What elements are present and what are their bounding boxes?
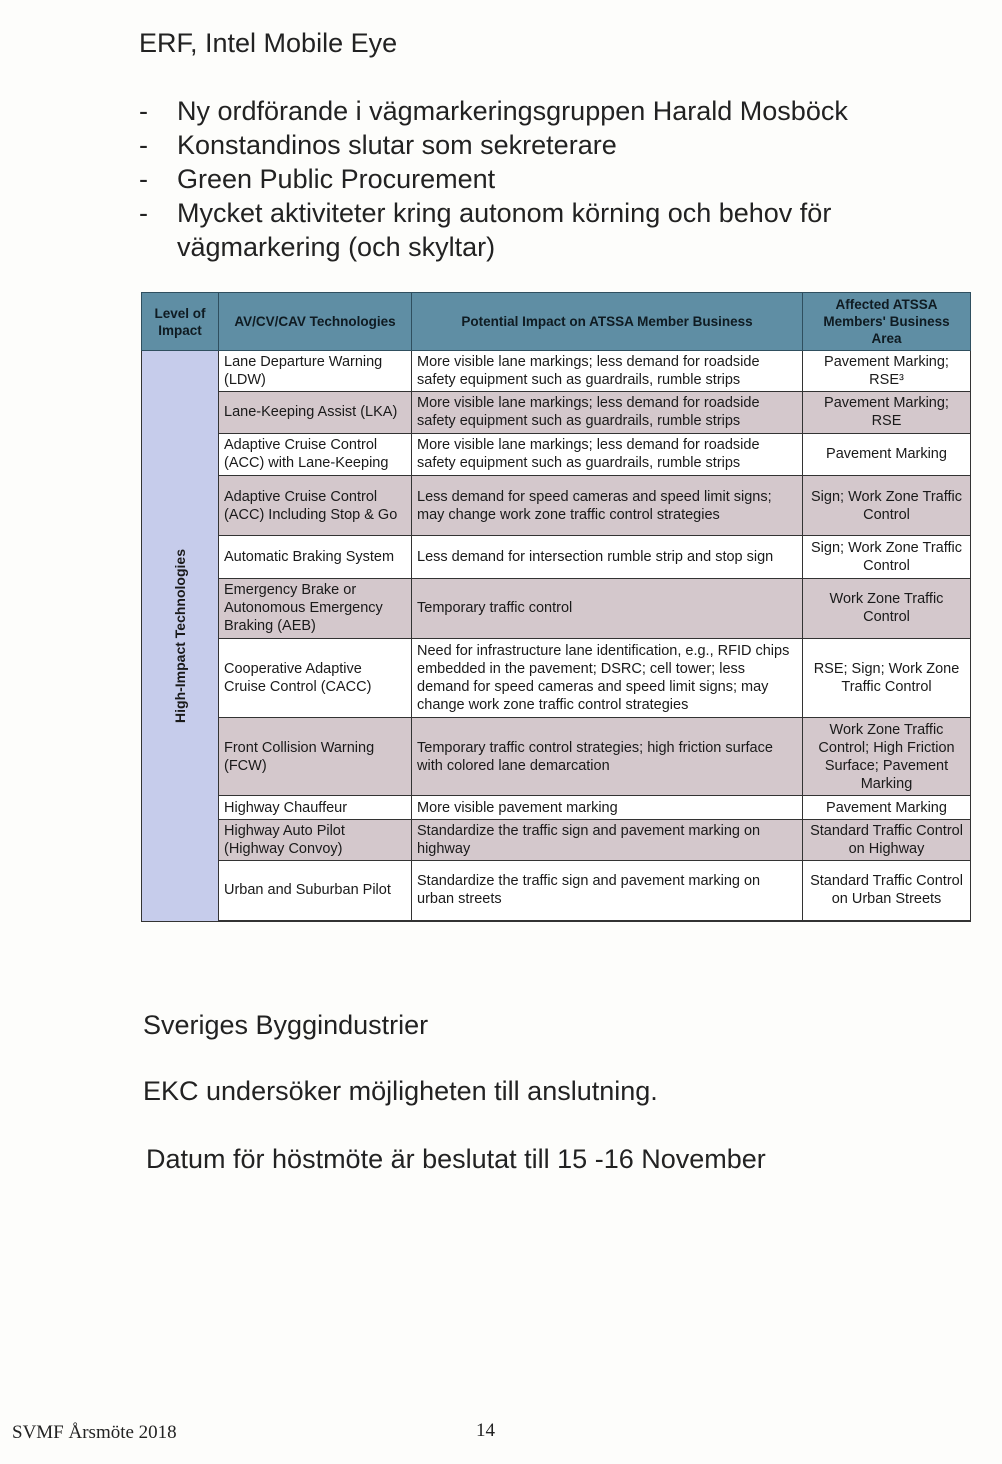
page-number: 14 <box>476 1420 495 1441</box>
impact-cell: More visible lane markings; less demand for roadside safety equipment such as guardrails, rumble strips <box>412 351 803 392</box>
table-row <box>142 392 971 433</box>
table-row <box>142 860 971 921</box>
area-cell: Work Zone Traffic Control <box>803 578 971 638</box>
impact-cell: Standardize the traffic sign and pavement marking on urban streets <box>412 860 803 921</box>
impact-cell: More visible lane markings; less demand for roadside safety equipment such as guardrails, rumble strips <box>412 392 803 433</box>
bullet-item <box>139 162 939 196</box>
tech-cell: Cooperative Adaptive Cruise Control (CACC) <box>219 639 412 718</box>
paragraph-byggindustrier: Sveriges Byggindustrier <box>143 1010 429 1040</box>
table-row <box>142 536 971 578</box>
header-level-of-impact: Level of Impact <box>142 293 219 351</box>
table-header-row <box>142 293 971 351</box>
impact-cell: Standardize the traffic sign and pavement marking on highway <box>412 819 803 860</box>
header-potential-impact: Potential Impact on ATSSA Member Business <box>412 293 803 351</box>
tech-cell: Adaptive Cruise Control (ACC) Including Stop & Go <box>219 475 412 535</box>
table-row <box>142 639 971 718</box>
table-row <box>142 475 971 535</box>
impact-cell: More visible pavement marking <box>412 796 803 819</box>
impact-cell: Less demand for intersection rumble strip and stop sign <box>412 536 803 578</box>
table-row <box>142 819 971 860</box>
area-cell: Standard Traffic Control on Highway <box>803 819 971 860</box>
bullet-item <box>139 128 939 162</box>
tech-cell: Urban and Suburban Pilot <box>219 860 412 921</box>
area-cell: Standard Traffic Control on Urban Streets <box>803 860 971 921</box>
tech-cell: Adaptive Cruise Control (ACC) with Lane-Keeping <box>219 433 412 475</box>
impact-cell: Temporary traffic control strategies; high friction surface with colored lane demarcation <box>412 717 803 796</box>
impact-cell: Need for infrastructure lane identification, e.g., RFID chips embedded in the pavement; DSRC; cell tower; less demand for speed cameras and speed limit signs; may change work zone traffic control strategies <box>412 639 803 718</box>
tech-cell: Highway Auto Pilot (Highway Convoy) <box>219 819 412 860</box>
bullet-text: Green Public Procurement <box>177 164 496 194</box>
header-technologies: AV/CV/CAV Technologies <box>219 293 412 351</box>
bullet-item <box>139 196 939 264</box>
area-cell: Work Zone Traffic Control; High Friction Surface; Pavement Marking <box>803 717 971 796</box>
table-row <box>142 578 971 638</box>
bullet-dash: - <box>139 164 148 194</box>
area-cell: RSE; Sign; Work Zone Traffic Control <box>803 639 971 718</box>
tech-cell: Highway Chauffeur <box>219 796 412 819</box>
header-affected-area: Affected ATSSA Members' Business Area <box>803 293 971 351</box>
impact-cell: More visible lane markings; less demand for roadside safety equipment such as guardrails, rumble strips <box>412 433 803 475</box>
bullet-dash: - <box>139 96 148 126</box>
tech-cell: Emergency Brake or Autonomous Emergency Braking (AEB) <box>219 578 412 638</box>
bullet-dash: - <box>139 198 148 228</box>
area-cell: Pavement Marking; RSE <box>803 392 971 433</box>
bullet-text: Konstandinos slutar som sekreterare <box>177 130 617 160</box>
table-row <box>142 717 971 796</box>
level-cell <box>142 351 219 922</box>
table-row <box>142 796 971 819</box>
bullet-text: Ny ordförande i vägmarkeringsgruppen Harald Mosböck <box>177 96 848 126</box>
bullet-list <box>139 94 939 264</box>
page-heading: ERF, Intel Mobile Eye <box>139 28 398 58</box>
area-cell: Sign; Work Zone Traffic Control <box>803 536 971 578</box>
bullet-item <box>139 94 939 128</box>
area-cell: Sign; Work Zone Traffic Control <box>803 475 971 535</box>
level-label: High-Impact Technologies <box>172 548 188 723</box>
area-cell: Pavement Marking <box>803 433 971 475</box>
bullet-text: Mycket aktiviteter kring autonom körning och behov för vägmarkering (och skyltar) <box>177 198 832 262</box>
impact-table <box>141 292 971 922</box>
table-row <box>142 433 971 475</box>
tech-cell: Automatic Braking System <box>219 536 412 578</box>
area-cell: Pavement Marking; RSE³ <box>803 351 971 392</box>
tech-cell: Lane Departure Warning (LDW) <box>219 351 412 392</box>
table-row <box>142 351 971 392</box>
footer-title: SVMF Årsmöte 2018 <box>12 1422 177 1443</box>
area-cell: Pavement Marking <box>803 796 971 819</box>
paragraph-datum: Datum för höstmöte är beslutat till 15 -16 November <box>146 1144 766 1174</box>
bullet-dash: - <box>139 130 148 160</box>
paragraph-ekc: EKC undersöker möjligheten till anslutning. <box>143 1076 658 1106</box>
tech-cell: Front Collision Warning (FCW) <box>219 717 412 796</box>
impact-cell: Temporary traffic control <box>412 578 803 638</box>
tech-cell: Lane-Keeping Assist (LKA) <box>219 392 412 433</box>
impact-cell: Less demand for speed cameras and speed limit signs; may change work zone traffic control strategies <box>412 475 803 535</box>
